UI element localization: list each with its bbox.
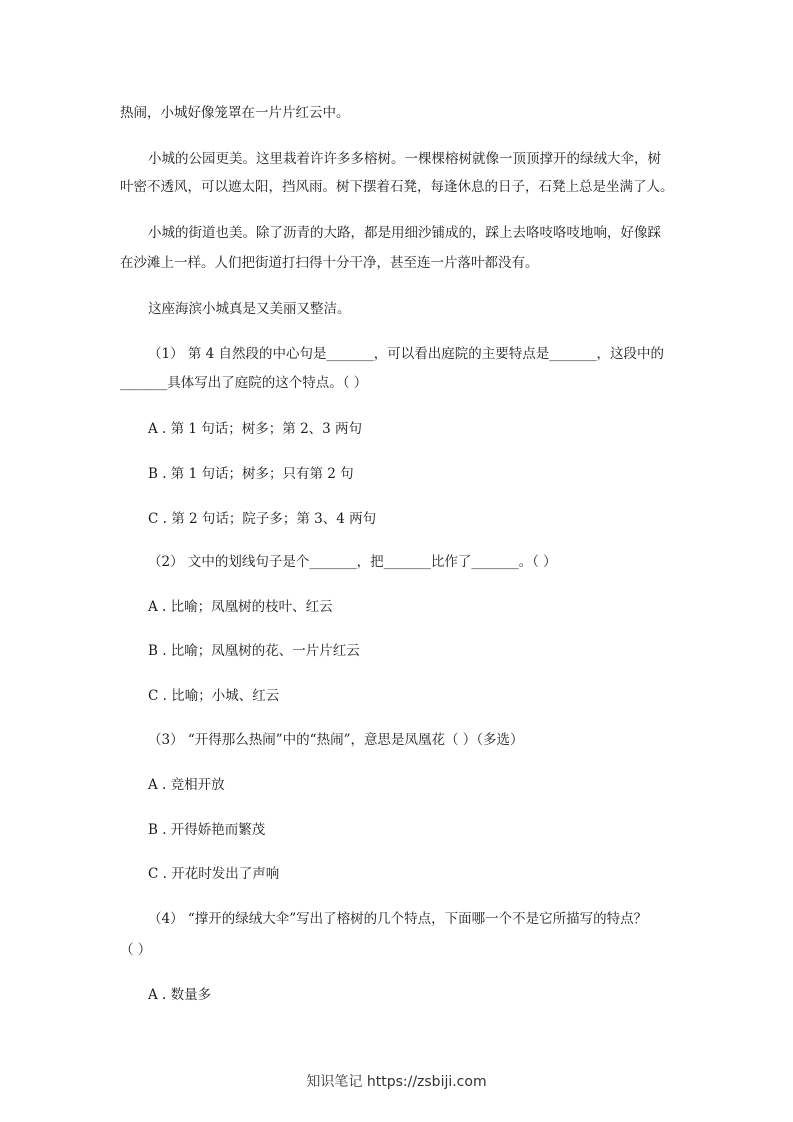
question-1-option-b[interactable]: B . 第 1 句话；树多；只有第 2 句 xyxy=(148,466,354,482)
question-3-option-c[interactable]: C . 开花时发出了声响 xyxy=(148,866,280,882)
question-3-option-b[interactable]: B . 开得娇艳而繁茂 xyxy=(148,822,266,838)
passage-line: 小城的公园更美。这里栽着许许多多榕树。一棵棵榕树就像一顶顶撑开的绿绒大伞，树 xyxy=(148,151,661,167)
question-1-stem: （1） 第 4 自然段的中心句是_______，可以看出庭院的主要特点是_______，这段中的 xyxy=(148,346,665,362)
question-1-option-a[interactable]: A . 第 1 句话；树多；第 2、3 两句 xyxy=(148,421,363,437)
question-3-option-a[interactable]: A . 竞相开放 xyxy=(148,777,225,793)
question-1-option-c[interactable]: C . 第 2 句话；院子多；第 3、4 两句 xyxy=(148,511,377,527)
passage-line: 热闹，小城好像笼罩在一片片红云中。 xyxy=(120,105,350,121)
passage-line: 叶密不透风，可以遮太阳，挡风雨。树下摆着石凳，每逢休息的日子，石凳上总是坐满了人。 xyxy=(120,179,674,195)
question-3-stem: （3） “开得那么热闹”中的“热闹”，意思是凤凰花（ ）（多选） xyxy=(148,732,524,748)
question-1-stem-cont: _______具体写出了庭院的这个特点。（ ） xyxy=(120,375,368,391)
passage-line: 在沙滩上一样。人们把街道打扫得十分干净，甚至连一片落叶都没有。 xyxy=(120,255,539,271)
footer-watermark: 知识笔记 https://zsbiji.com xyxy=(306,1074,487,1090)
passage-line: 这座海滨小城真是又美丽又整洁。 xyxy=(148,301,351,317)
question-2-option-b[interactable]: B . 比喻；凤凰树的花、一片片红云 xyxy=(148,643,360,659)
question-2-option-a[interactable]: A . 比喻；凤凰树的枝叶、红云 xyxy=(148,599,333,615)
question-4-stem: （4） “撑开的绿绒大伞”写出了榕树的几个特点，下面哪一个不是它所描写的特点？ xyxy=(148,911,648,927)
question-4-option-a[interactable]: A . 数量多 xyxy=(148,987,212,1003)
question-4-stem-cont: （ ） xyxy=(120,942,152,958)
passage-line: 小城的街道也美。除了沥青的大路，都是用细沙铺成的，踩上去咯吱咯吱地响，好像踩 xyxy=(148,225,661,241)
question-2-stem: （2） 文中的划线句子是个_______，把_______比作了_______。（ ） xyxy=(148,554,557,570)
question-2-option-c[interactable]: C . 比喻；小城、红云 xyxy=(148,688,280,704)
